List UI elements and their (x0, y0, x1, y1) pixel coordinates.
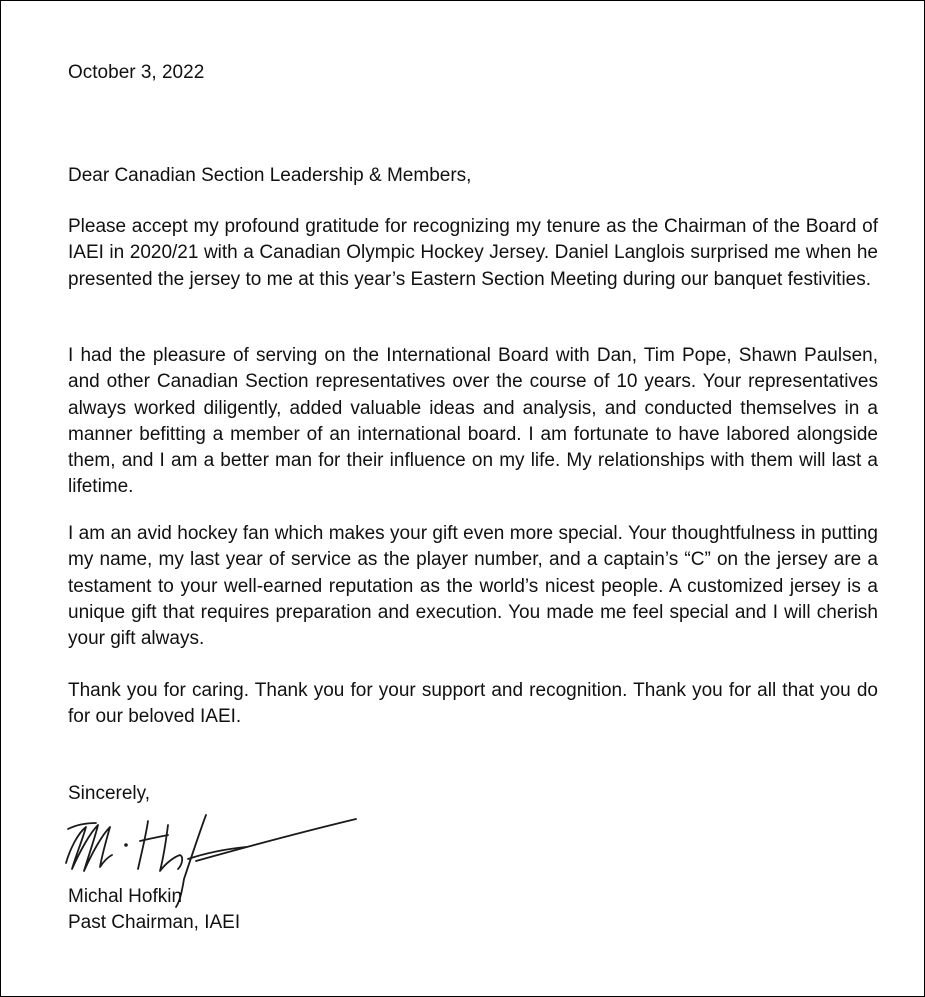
salutation: Dear Canadian Section Leadership & Members, (68, 165, 472, 186)
letter-date: October 3, 2022 (68, 62, 205, 83)
paragraph-board-service: I had the pleasure of serving on the International Board with Dan, Tim Pope, Shawn Paulsen, and other Canadian Section representatives over the course of 10 years. Your representatives always worked diligently, added valuable ideas and analysis, and conducted themselves in a manner befitting a member of an international board. I am fortunate to have labored alongside them, and I am a better man for their influence on my life. My relationships with them will last a lifetime. (68, 345, 878, 498)
paragraph-gratitude: Please accept my profound gratitude for recognizing my tenure as the Chairman of the Board of IAEI in 2020/21 with a Canadian Olympic Hockey Jersey. Daniel Langlois surprised me when he presented the jersey to me at this year’s Eastern Section Meeting during our banquet festivities. (68, 216, 878, 290)
signer-title: Past Chairman, IAEI (68, 912, 241, 933)
paragraph-thanks: Thank you for caring. Thank you for your support and recognition. Thank you for all that you do for our beloved IAEI. (68, 680, 878, 728)
paragraph-hockey-gift: I am an avid hockey fan which makes your gift even more special. Your thoughtfulness in putting my name, my last year of service as the player number, and a captain’s “C” on the jersey are a testament to your well-earned reputation as the world’s nicest people. A customized jersey is a unique gift that requires preparation and execution. You made me feel special and I will cherish your gift always. (68, 523, 878, 650)
signer-name: Michal Hofkin (68, 886, 183, 907)
closing: Sincerely, (68, 783, 151, 804)
